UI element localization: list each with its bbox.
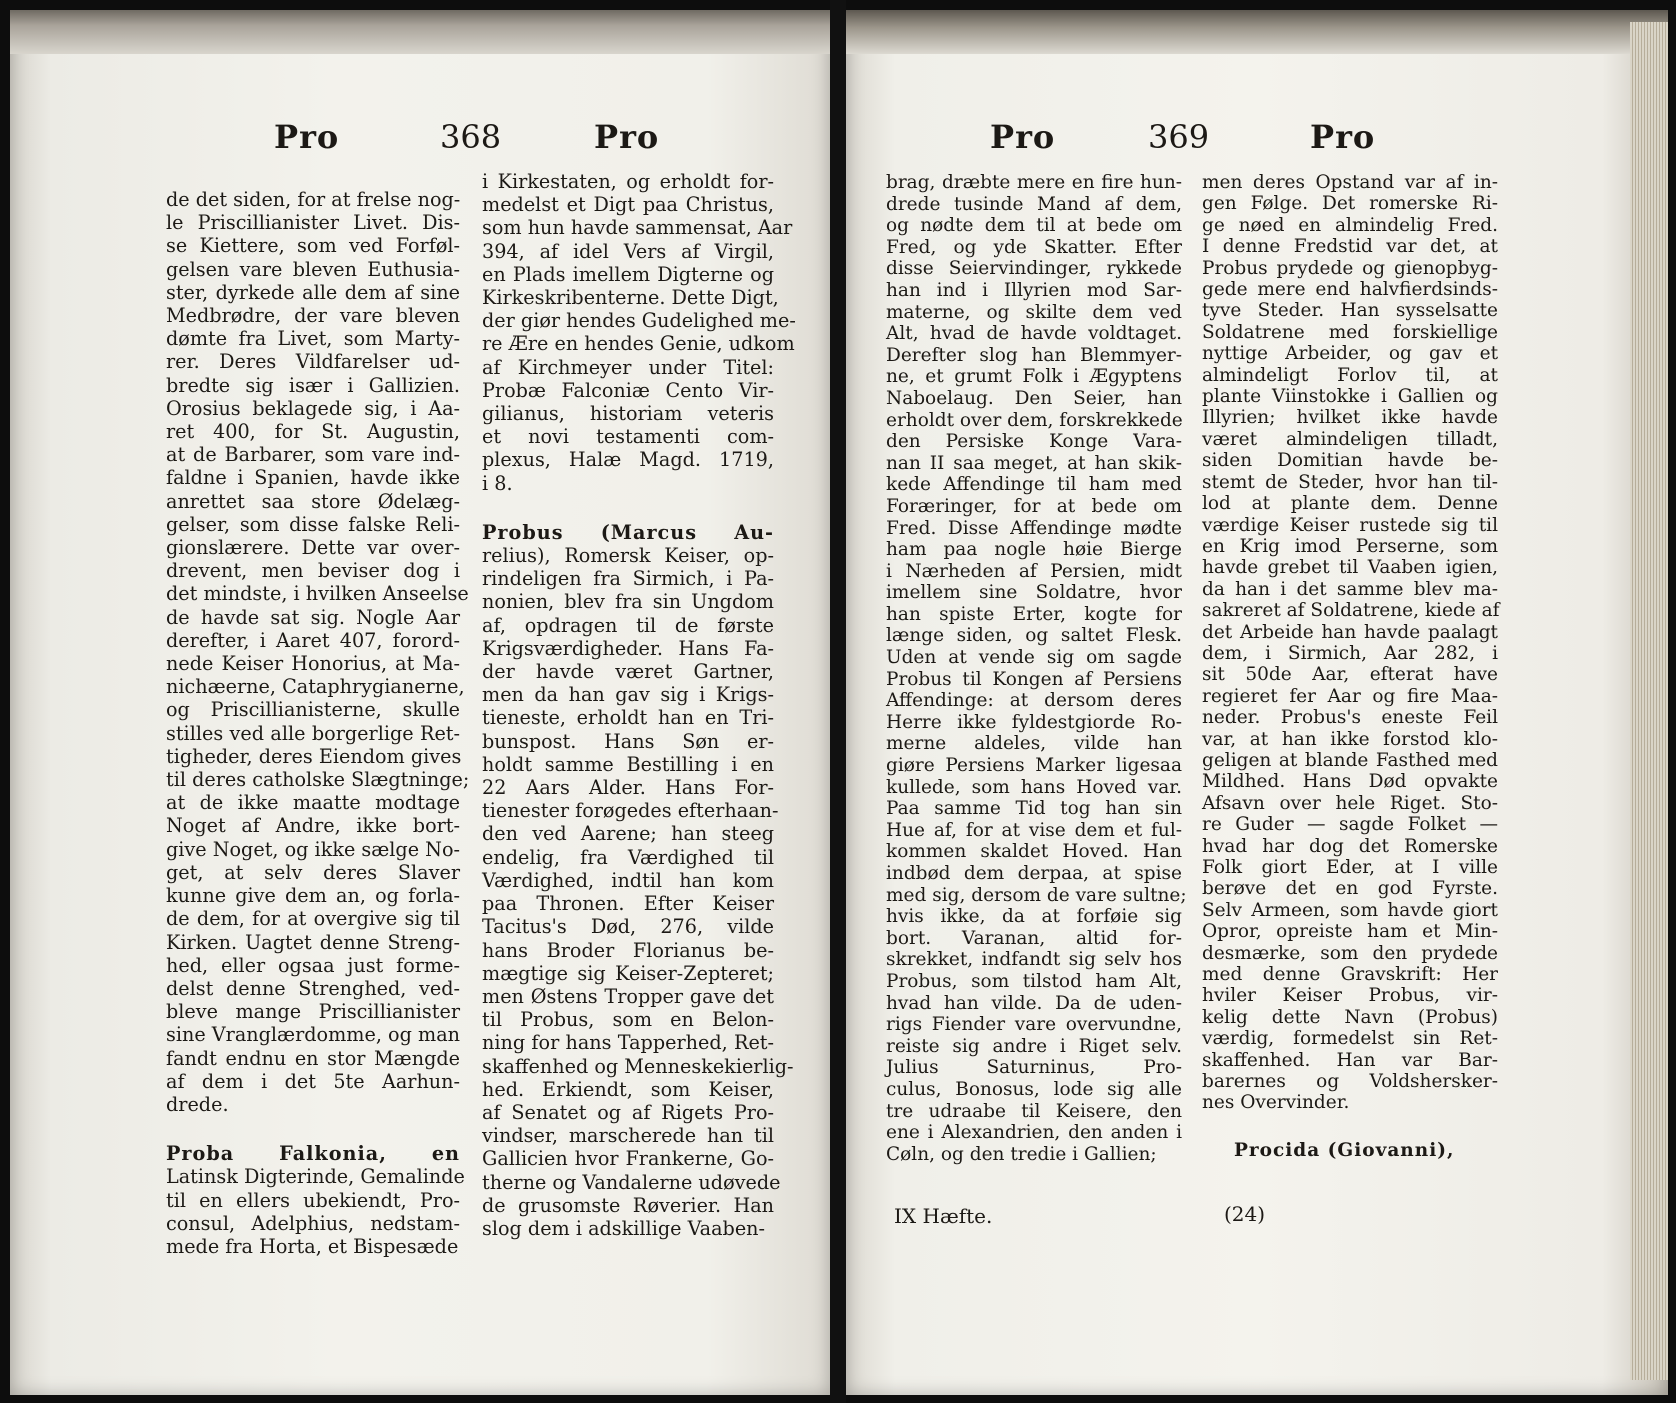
page-edges: [1630, 22, 1668, 1380]
text-line: Kirken. Uagtet denne Streng-: [166, 930, 460, 954]
text-line: ham paa nogle høie Bierge: [886, 539, 1182, 561]
text-line: hvad har dog det Romerske: [1202, 835, 1498, 857]
text-line: Selv Armeen, som havde giort: [1202, 899, 1498, 921]
text-line: nan II saa meget, at han skik-: [886, 452, 1182, 474]
entry-probus-line: men da han gav sig i Krigs-: [482, 683, 774, 707]
text-line: regieret fer Aar og fire Maa-: [1202, 685, 1498, 707]
text-line: nichæerne, Cataphrygianerne,: [166, 675, 465, 699]
text-line: Paa samme Tid tog han sin: [886, 798, 1182, 820]
text-line: ret 400, for St. Augustin,: [166, 420, 460, 444]
text-line: desmærke, som den prydede: [1202, 942, 1498, 964]
entry-probus-line: der havde været Gartner,: [482, 660, 774, 684]
right-running-head-left: Pro: [990, 118, 1056, 156]
text-line: rer. Deres Vildfarelser ud-: [166, 350, 460, 374]
text-line: Orosius beklagede sig, i Aa-: [166, 396, 460, 420]
text-line: som hun havde sammensat, Aar: [482, 216, 793, 240]
text-line: Noget af Andre, ikke bort-: [166, 814, 460, 838]
right-running-head-right: Pro: [1310, 118, 1376, 156]
text-line: skrekket, indfandt sig selv hos: [886, 949, 1182, 971]
text-line: I denne Fredstid var det, at: [1202, 236, 1498, 258]
entry-probus-line: Krigsværdigheder. Hans Fa-: [482, 636, 774, 660]
text-line: ge nøed en almindelig Fred.: [1202, 214, 1498, 236]
text-line: sine Vranglærdomme, og man: [166, 1023, 460, 1047]
text-line: bredte sig især i Gallizien.: [166, 373, 460, 397]
text-line: hvad han vilde. Da de uden-: [886, 992, 1182, 1014]
left-running-head-left: Pro: [274, 118, 340, 156]
text-line: berøve det en god Fyrste.: [1202, 878, 1498, 900]
text-line: get, at selv deres Slaver: [166, 860, 460, 884]
signature-left: IX Hæfte.: [894, 1204, 993, 1228]
text-line: tigheder, deres Eiendom gives: [166, 744, 462, 768]
text-line: merne aldeles, vilde han: [886, 733, 1182, 755]
text-line: faldne i Spanien, havde ikke: [166, 466, 460, 490]
text-line: indbød dem derpaa, at spise: [886, 863, 1182, 884]
text-line: med denne Gravskrift: Her: [1202, 964, 1498, 986]
text-line: ster, dyrkede alle dem af sine: [166, 280, 460, 304]
text-line: brag, dræbte mere en fire hun-: [886, 172, 1182, 193]
text-line: at de Barbarer, som vare ind-: [166, 443, 460, 467]
text-line: længe siden, og saltet Flesk.: [886, 625, 1182, 647]
text-line: og Priscillianisterne, skulle: [166, 698, 460, 722]
text-line: gionslærere. Dette var over-: [166, 536, 460, 560]
text-line: han spiste Erter, kogte for: [886, 603, 1182, 625]
text-line: re Guder — sagde Folket —: [1202, 814, 1498, 836]
text-line: kullede, som hans Hoved var.: [886, 776, 1182, 798]
text-line: det mindste, i hvilken Anseelse: [166, 582, 469, 606]
text-line: til deres catholske Slægtninge;: [166, 768, 470, 792]
right-page-number: 369: [1148, 118, 1210, 156]
left-running-head-right: Pro: [594, 118, 660, 156]
entry-probus-line: den ved Aarene; han steeg: [482, 822, 774, 846]
entry-probus-line: de grusomste Røverier. Han: [482, 1193, 774, 1217]
entry-probus-line: Værdighed, indtil han kom: [482, 868, 774, 892]
text-line: neder. Probus's eneste Feil: [1202, 707, 1498, 729]
entry-probus-line: ning for hans Tapperhed, Ret-: [482, 1031, 774, 1055]
right-column-1: [886, 172, 1187, 1165]
text-line: Illyrien; hvilket ikke havde: [1202, 407, 1498, 429]
text-line: stilles ved alle borgerlige Ret-: [166, 721, 460, 745]
text-line: Afsavn over hele Riget. Sto-: [1202, 792, 1498, 814]
entry-procida-heading: Procida (Giovanni),: [1234, 1139, 1455, 1161]
text-line: værdige Keiser rustede sig til: [1202, 514, 1498, 536]
text-line: Opror, opreiste ham et Min-: [1202, 921, 1498, 943]
text-line: af dem i det 5te Aarhun-: [166, 1069, 460, 1093]
text-line: været almindeligen tilladt,: [1202, 428, 1498, 450]
text-line: de det siden, for at frelse nog-: [166, 188, 461, 211]
text-line: ne, et grumt Folk i Ægyptens: [886, 366, 1182, 388]
text-line: nede Keiser Honorius, at Ma-: [166, 652, 460, 676]
entry-probus-line: af Senatet og af Rigets Pro-: [482, 1100, 774, 1124]
text-line: i 8.: [482, 471, 513, 495]
text-line: Fred, og yde Skatter. Efter: [886, 236, 1182, 258]
entry-proba-line: til en ellers ubekiendt, Pro-: [166, 1188, 460, 1212]
entry-proba-line: consul, Adelphius, nedstam-: [166, 1211, 460, 1235]
entry-probus-line: af, opdragen til de første: [482, 613, 774, 637]
text-line: gen Følge. Det romerske Ri-: [1202, 193, 1498, 215]
text-line: rigs Fiender vare overvundne,: [886, 1014, 1182, 1036]
entry-probus-line: nonien, blev fra sin Ungdom: [482, 590, 774, 614]
text-line: give Noget, og ikke sælge No-: [166, 837, 460, 861]
entry-probus-line: hans Broder Florianus be-: [482, 938, 774, 962]
text-line: i Nærheden af Persien, midt: [886, 560, 1182, 582]
text-line: barernes og Voldshersker-: [1202, 1071, 1498, 1093]
entry-proba-line: Latinsk Digterinde, Gemalinde: [166, 1165, 465, 1189]
entry-probus-line: til Probus, som en Belon-: [482, 1008, 774, 1032]
entry-probus-line: bunspost. Hans Søn er-: [482, 729, 774, 753]
text-line: lod at plante dem. Denne: [1202, 493, 1498, 515]
text-line: Probus til Kongen af Persiens: [886, 668, 1182, 690]
text-line: gilianus, historiam veteris: [482, 402, 774, 426]
text-line: le Priscillianister Livet. Dis-: [166, 211, 460, 235]
entry-probus-line: men Østens Tropper gave det: [482, 984, 774, 1008]
text-line: plante Viinstokke i Gallien og: [1202, 386, 1498, 408]
right-column-2: [1202, 172, 1498, 1161]
gutter: [830, 0, 846, 1403]
text-line: en Krig imod Perserne, som: [1202, 535, 1498, 557]
text-line: gelser, som disse falske Reli-: [166, 512, 460, 536]
text-line: havde grebet til Vaaben igien,: [1202, 557, 1498, 579]
text-line: drede.: [166, 1092, 229, 1116]
paragraph-gap: [482, 495, 774, 521]
text-line: culus, Bonosus, lode sig alle: [886, 1078, 1182, 1100]
text-line: Probæ Falconiæ Cento Vir-: [482, 378, 774, 402]
text-line: men deres Opstand var af in-: [1202, 172, 1498, 193]
text-line: af Kirchmeyer under Titel:: [482, 355, 774, 379]
text-line: kommen skaldet Hoved. Han: [886, 841, 1182, 863]
entry-probus-line: vindser, marscherede han til: [482, 1124, 774, 1148]
text-line: hed, eller ogsaa just forme-: [166, 953, 460, 977]
text-line: sakreret af Soldatrene, kiede af: [1202, 600, 1500, 622]
text-line: Cøln, og den tredie i Gallien;: [886, 1143, 1157, 1165]
entry-probus-line: slog dem i adskillige Vaaben-: [482, 1216, 766, 1240]
text-line: anrettet saa store Ødelæg-: [166, 489, 460, 513]
entry-proba-line: Proba Falkonia, en: [166, 1142, 460, 1166]
text-line: Probus prydede og gienopbyg-: [1202, 257, 1498, 279]
text-line: værdig, formedelst sin Ret-: [1202, 1028, 1498, 1050]
text-line: dømte fra Livet, som Marty-: [166, 327, 460, 351]
text-line: 394, af idel Vers af Virgil,: [482, 239, 774, 263]
text-line: hviler Keiser Probus, vir-: [1202, 985, 1498, 1007]
text-line: Herre ikke fyldestgiorde Ro-: [886, 711, 1182, 733]
text-line: medelst et Digt paa Christus,: [482, 193, 774, 217]
text-line: Foræringer, for at bede om: [886, 495, 1182, 517]
text-line: Alt, hvad de havde voldtaget.: [886, 323, 1182, 345]
text-line: siden Domitian havde be-: [1202, 450, 1498, 472]
text-line: kunne give dem an, og forla-: [166, 884, 460, 908]
text-line: tyve Steder. Han sysselsatte: [1202, 300, 1498, 322]
text-line: dem, i Sirmich, Aar 282, i: [1202, 642, 1498, 664]
text-line: Probus, som tilstod ham Alt,: [886, 970, 1182, 992]
signature-right: (24): [1224, 1202, 1266, 1226]
entry-probus-line: therne og Vandalerne udøvede: [482, 1170, 781, 1194]
right-page-top-edge: [846, 10, 1668, 54]
text-line: Affendinge: at dersom deres: [886, 690, 1182, 712]
text-line: Uden at vende sig om sagde: [886, 647, 1182, 669]
text-line: Fred. Disse Affendinge mødte: [886, 517, 1182, 539]
text-line: Kirkeskribenterne. Dette Digt,: [482, 286, 779, 310]
text-line: Derefter slog han Blemmyer-: [886, 344, 1182, 366]
text-line: nes Overvinder.: [1202, 1092, 1350, 1114]
text-line: fandt endnu en stor Mængde: [166, 1046, 460, 1070]
text-line: Folk giort Eder, at I ville: [1202, 857, 1498, 878]
text-line: og nødte dem til at bede om: [886, 215, 1182, 237]
entry-probus-line: paa Thronen. Efter Keiser: [482, 892, 774, 916]
text-line: Medbrødre, der vare bleven: [166, 304, 460, 328]
entry-probus-line: 22 Aars Alder. Hans For-: [482, 776, 774, 800]
entry-probus-line: skaffenhed og Menneskekierlig-: [482, 1054, 794, 1078]
entry-probus-line: Gallicien hvor Frankerne, Go-: [482, 1147, 774, 1171]
text-line: delst denne Strenghed, ved-: [166, 976, 460, 1000]
text-line: bleve mange Priscillianister: [166, 1000, 460, 1024]
entry-probus-line: relius), Romersk Keiser, op-: [482, 544, 774, 568]
entry-probus-line: tienester forøgedes efterhaan-: [482, 799, 779, 823]
entry-probus-line: Probus (Marcus Au-: [482, 520, 774, 544]
left-column-1: [166, 188, 470, 1258]
text-line: et novi testamenti com-: [482, 425, 774, 449]
entry-probus-line: endelig, fra Værdighed til: [482, 845, 774, 869]
text-line: erholdt over dem, forskrekkede: [886, 409, 1183, 431]
text-line: de dem, for at overgive sig til: [166, 907, 460, 931]
text-line: i Kirkestaten, og erholdt for-: [482, 170, 774, 193]
text-line: at de ikke maatte modtage: [166, 791, 460, 815]
text-line: der giør hendes Gudelighed me-: [482, 309, 796, 333]
text-line: hvis ikke, da at forføie sig: [886, 906, 1182, 928]
text-line: en Plads imellem Digterne og: [482, 262, 774, 286]
text-line: det Arbeide han havde paalagt: [1202, 621, 1498, 643]
text-line: Soldatrene med forskiellige: [1202, 321, 1498, 343]
text-line: bort. Varanan, altid for-: [886, 927, 1182, 949]
text-line: derefter, i Aaret 407, forord-: [166, 628, 460, 652]
left-column-2: [482, 170, 796, 1240]
paragraph-gap: [1202, 1114, 1498, 1140]
text-line: Julius Saturninus, Pro-: [886, 1057, 1182, 1079]
text-line: sit 50de Aar, efterat have: [1202, 664, 1498, 686]
text-line: drevent, men beviser dog i: [166, 559, 460, 583]
text-line: almindeligt Forlov til, at: [1202, 364, 1498, 386]
left-page-top-edge: [10, 10, 830, 54]
entry-proba-line: mede fra Horta, et Bispesæde: [166, 1234, 459, 1258]
text-line: Hue af, for at vise dem et ful-: [886, 819, 1182, 841]
text-line: da han i det samme blev ma-: [1202, 578, 1498, 600]
text-line: plexus, Halæ Magd. 1719,: [482, 448, 774, 472]
left-page-number: 368: [440, 118, 502, 156]
paragraph-gap: [166, 1116, 460, 1142]
text-line: Naboelaug. Den Seier, han: [886, 387, 1182, 409]
text-line: skaffenhed. Han var Bar-: [1202, 1049, 1498, 1071]
entry-probus-line: Tacitus's Død, 276, vilde: [482, 915, 774, 939]
text-line: gede mere end halvfierdsinds-: [1202, 279, 1498, 301]
text-line: imellem sine Soldatre, hvor: [886, 582, 1182, 604]
text-line: reiste sig andre i Riget selv.: [886, 1035, 1182, 1057]
text-line: giøre Persiens Marker ligesaa: [886, 755, 1182, 777]
left-page: [10, 10, 830, 1395]
text-line: den Persiske Konge Vara-: [886, 431, 1182, 453]
right-page: [846, 10, 1668, 1395]
text-line: Mildhed. Hans Død opvakte: [1202, 771, 1498, 793]
entry-probus-line: mægtige sig Keiser-Zepteret;: [482, 961, 774, 985]
text-line: var, at han ikke forstod klo-: [1202, 728, 1498, 750]
text-line: kede Affendinge til ham med: [886, 474, 1182, 496]
text-line: geligen at blande Fasthed med: [1202, 749, 1498, 771]
text-line: nyttige Arbeider, og gav et: [1202, 343, 1498, 365]
entry-probus-line: rindeligen fra Sirmich, i Pa-: [482, 567, 774, 591]
text-line: drede tusinde Mand af dem,: [886, 193, 1182, 215]
text-line: kelig dette Navn (Probus): [1202, 1006, 1498, 1028]
text-line: ene i Alexandrien, den anden i: [886, 1122, 1182, 1144]
text-line: med sig, dersom de vare sultne;: [886, 884, 1187, 906]
text-line: gelsen vare bleven Euthusia-: [166, 257, 460, 281]
text-line: materne, og skilte dem ved: [886, 301, 1182, 323]
text-line: disse Seiervindinger, rykkede: [886, 258, 1182, 280]
text-line: stemt de Steder, hvor han til-: [1202, 471, 1498, 493]
text-line: tre udraabe til Keisere, den: [886, 1100, 1182, 1122]
text-line: re Ære en hendes Genie, udkom: [482, 332, 795, 356]
text-line: de havde sat sig. Nogle Aar: [166, 605, 460, 629]
entry-probus-line: tieneste, erholdt han en Tri-: [482, 706, 774, 730]
text-line: se Kiettere, som ved Forføl-: [166, 234, 460, 258]
entry-probus-line: hed. Erkiendt, som Keiser,: [482, 1077, 774, 1101]
text-line: han ind i Illyrien mod Sar-: [886, 279, 1182, 301]
entry-probus-line: holdt samme Bestilling i en: [482, 752, 774, 776]
